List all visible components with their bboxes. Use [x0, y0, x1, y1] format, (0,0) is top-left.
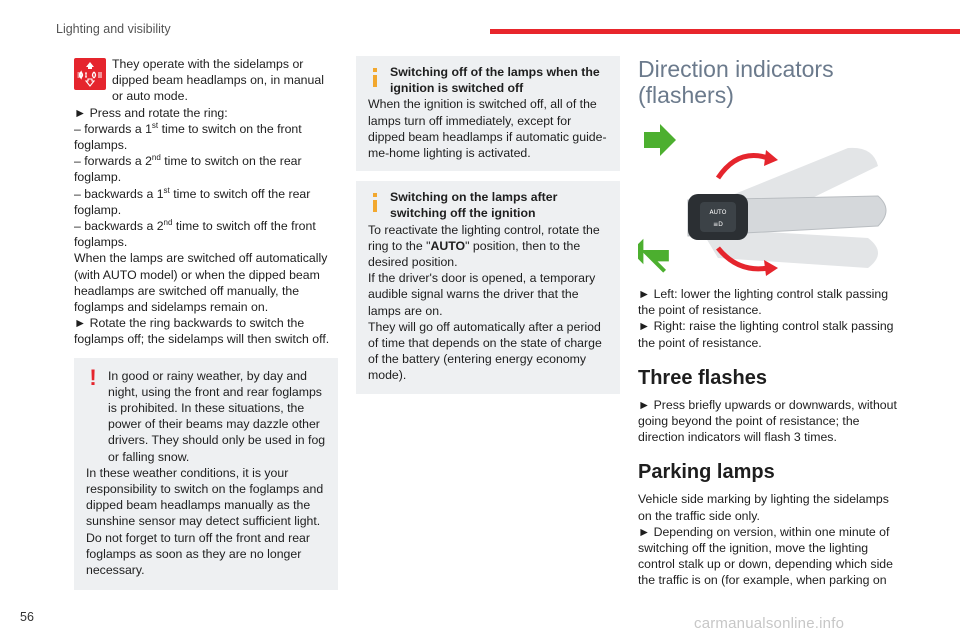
- backwards-first: – backwards a 1st time to switch off the rear foglamp.: [74, 185, 311, 217]
- column-direction-indicators: [638, 56, 902, 589]
- foglamp-warning-box: [74, 358, 338, 591]
- arrow-right-icon: [644, 124, 676, 156]
- right-indicator-step: ► Right: raise the lighting control stalk passing the point of resistance.: [638, 319, 894, 350]
- warning-icon: !: [89, 364, 97, 390]
- left-indicator-step: ► Left: lower the lighting control stalk passing the point of resistance.: [638, 287, 889, 318]
- svg-text:AUTO: AUTO: [709, 209, 727, 216]
- info2-body: To reactivate the lighting control, rotate the ring to the "AUTO" position, then to the desired position.: [368, 222, 600, 270]
- stalk-illustration: [638, 118, 898, 278]
- info2-title: Switching on the lamps after switching off the ignition: [390, 190, 558, 221]
- parking-text-1: Vehicle side marking by lighting the sidelamps on the traffic side only.: [638, 492, 889, 523]
- rotate-back-step: ► Rotate the ring backwards to switch the foglamps off; the sidelamps will then switch off.: [74, 316, 330, 347]
- info2-body3: They will go off automatically after a period of time that depends on the state of charge of the battery (entering energy economy mode).: [368, 319, 602, 383]
- auto-off-text: When the lamps are switched off automatically (with AUTO model) or when the dipped beam headlamps are switched off manually, the foglamps and sidelamps remain on.: [74, 251, 328, 315]
- page-number: 56: [20, 610, 34, 624]
- press-rotate-step: ► Press and rotate the ring:: [74, 105, 228, 120]
- info1-body: When the ignition is switched off, all of the lamps turn off immediately, except for dipped beam headlamps if automatic guide-me-home lighting is activated.: [368, 97, 607, 161]
- header-accent-bar: [490, 29, 960, 34]
- three-flashes-text: ► Press briefly upwards or downwards, without going beyond the point of resistance; the direction indicators will flash 3 times.: [638, 397, 897, 445]
- column-foglamps: [74, 56, 338, 590]
- foglamp-icon: [74, 58, 106, 90]
- arrow-left-down-icon: [638, 232, 677, 278]
- foglamp-intro: [74, 56, 338, 105]
- info-box-switch-off: [356, 56, 620, 171]
- forwards-first: – forwards a 1st time to switch on the front foglamps.: [74, 120, 302, 153]
- warning-p1: In good or rainy weather, by day and night, using the front and rear foglamps is prohibited. In these situations, the power of their beams may dazzle other drivers. They should only be used in fog or falling snow.: [108, 368, 326, 464]
- info2-body2: If the driver's door is opened, a temporary audible signal warns the driver that the lamps are on.: [368, 271, 596, 318]
- backwards-second: – backwards a 2nd time to switch off the front foglamps.: [74, 217, 316, 250]
- info1-title: Switching off of the lamps when the ignition is switched off: [390, 65, 600, 96]
- column-lamp-switching: [356, 56, 620, 394]
- warning-p3: Do not forget to turn off the front and rear foglamps as soon as they are no longer necessary.: [86, 530, 310, 578]
- info-icon: [368, 189, 382, 221]
- forwards-second: – forwards a 2nd time to switch on the rear foglamp.: [74, 153, 302, 185]
- header-title: Lighting and visibility: [56, 22, 171, 36]
- parking-text-2: ► Depending on version, within one minute of switching off the ignition, move the lighting control stalk up or down, depending which side the traffic is on (for example, when parking on: [638, 524, 893, 588]
- section-title-direction: Direction indicators (flashers): [638, 56, 834, 108]
- info-icon: [368, 64, 382, 96]
- watermark: carmanualsonline.info: [694, 615, 845, 632]
- foglamp-intro-text: They operate with the sidelamps or dipped beam headlamps on, in manual or auto mode.: [112, 57, 324, 104]
- svg-text:≡D: ≡D: [713, 221, 723, 228]
- three-flashes-title: Three flashes: [638, 366, 767, 389]
- info-box-switch-on: [356, 181, 620, 393]
- parking-lamps-title: Parking lamps: [638, 461, 775, 484]
- red-arrow-up-icon: [718, 156, 768, 179]
- warning-p2: In these weather conditions, it is your responsibility to switch on the foglamps and dipped beam headlamps manually as the sunshine sensor may detect sufficient light.: [86, 465, 324, 529]
